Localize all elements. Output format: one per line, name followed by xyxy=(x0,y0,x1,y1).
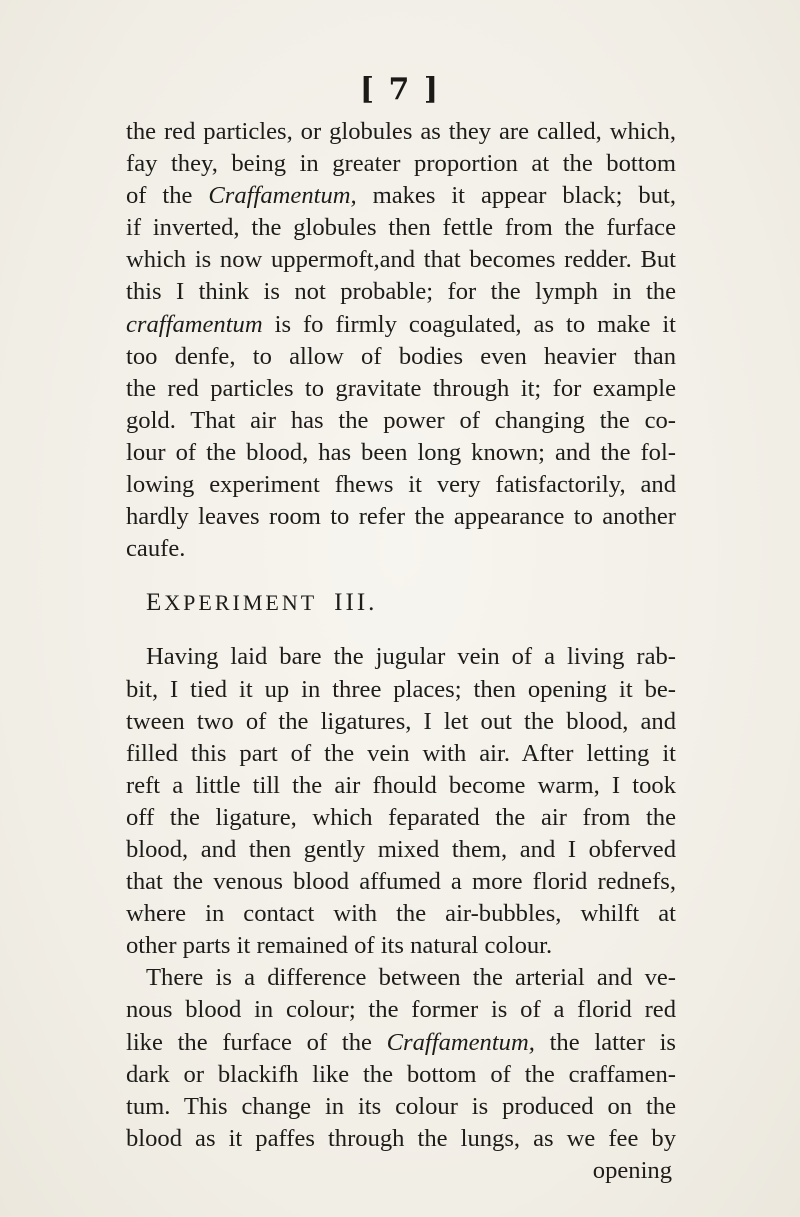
body-text xyxy=(126,116,676,1187)
text-line: Having laid bare the jugular vein of a living rab- xyxy=(146,643,676,671)
text-line: off the ligature, which feparated the air from the xyxy=(126,803,676,831)
text-line: too denfe, to allow of bodies even heavier than xyxy=(126,342,676,370)
text-line: caufe. xyxy=(126,535,186,563)
text-line: where in contact with the air-bubbles, whilft at xyxy=(126,900,676,928)
text-line: tum. This change in its colour is produced on the xyxy=(126,1092,676,1120)
text-line: craffamentum is fo firmly coagulated, as to make it xyxy=(126,310,677,338)
text-line: bit, I tied it up in three places; then opening it be- xyxy=(126,675,676,703)
text-line: hardly leaves room to refer the appearance to another xyxy=(126,503,676,531)
text-line: reft a little till the air fhould become warm, I took xyxy=(126,771,676,799)
text-line: like the furface of the Craffamentum, the latter is xyxy=(126,1028,676,1056)
text-line: tween two of the ligatures, I let out the blood, and xyxy=(126,707,676,735)
page-number-header: [ 7 ] xyxy=(359,72,441,107)
text-line: this I think is not probable; for the lymph in the xyxy=(126,278,676,306)
text-line: that the venous blood affumed a more florid rednefs, xyxy=(126,868,676,896)
text-line: fay they, being in greater proportion at the bottom xyxy=(126,150,676,178)
text-line: blood, and then gently mixed them, and I obferved xyxy=(126,835,676,863)
text-line: gold. That air has the power of changing the co- xyxy=(126,406,676,434)
text-line: lowing experiment fhews it very fatisfactorily, and xyxy=(126,471,676,499)
text-line: nous blood in colour; the former is of a florid red xyxy=(126,996,676,1024)
text-line: the red particles to gravitate through it; for example xyxy=(126,374,676,402)
text-line: the red particles, or globules as they are called, which, xyxy=(126,118,676,145)
text-line: dark or blackifh like the bottom of the craffamen- xyxy=(126,1060,676,1088)
text-line: which is now uppermoft,and that becomes redder. But xyxy=(126,246,676,274)
text-line: filled this part of the vein with air. After letting it xyxy=(126,739,676,767)
text-line: lour of the blood, has been long known; and the fol- xyxy=(126,438,676,466)
experiment-heading: EXPERIMENT III. xyxy=(146,589,378,617)
text-line: other parts it remained of its natural colour. xyxy=(126,932,553,960)
italic-term: craffamentum xyxy=(126,310,263,338)
text-line: if inverted, the globules then fettle from the furface xyxy=(126,214,676,242)
text-line: of the Craffamentum, makes it appear black; but, xyxy=(126,182,676,210)
text-line: blood as it paffes through the lungs, as we fee by xyxy=(126,1124,676,1152)
italic-term: Craffamentum, xyxy=(208,182,357,210)
text-line: There is a difference between the arterial and ve- xyxy=(146,964,676,992)
catchword: opening xyxy=(592,1156,672,1184)
italic-term: Craffamentum, xyxy=(386,1028,535,1056)
